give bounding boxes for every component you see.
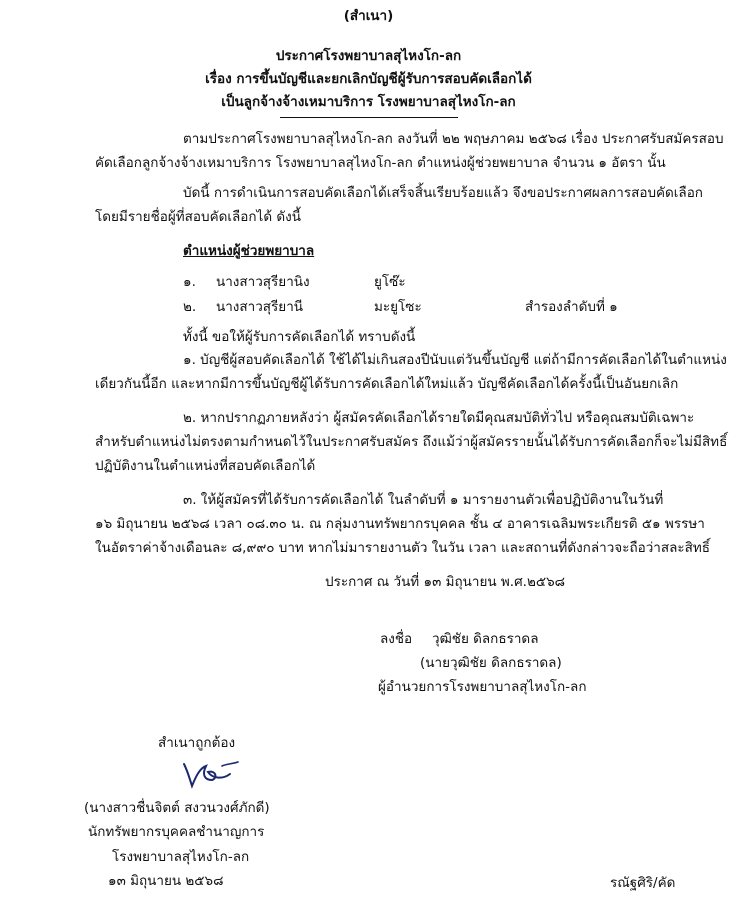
condition-2-line-2: สำหรับตำแหน่งไม่ตรงตามกำหนดไว้ในประกาศรับสมัคร ถึงแม้ว่าผู้สมัครรายนั้นได้รับการคัดเลือกก็จะไม่มีสิทธิ์ xyxy=(95,434,728,450)
certifier-name: (นางสาวชื่นจิตต์ สงวนวงศ์ภักดี) xyxy=(84,800,270,816)
certified-date: ๑๓ มิถุนายน ๒๕๖๘ xyxy=(108,873,224,889)
position-title: ตำแหน่งผู้ช่วยพยาบาล xyxy=(183,243,315,259)
conditions-intro: ทั้งนี้ ขอให้ผู้รับการคัดเลือกได้ ทราบดังนี้ xyxy=(183,329,416,345)
certifier-org: โรงพยาบาลสุไหงโก-ลก xyxy=(112,849,250,865)
condition-3-line-2: ๑๖ มิถุนายน ๒๕๖๘ เวลา ๐๘.๓๐ น. ณ กลุ่มงานทรัพยากรบุคคล ชั้น ๔ อาคารเฉลิมพระเกียรติ ๕๑ พรรษา xyxy=(95,516,705,532)
header-subject-cont: เป็นลูกจ้างจ้างเหมาบริการ โรงพยาบาลสุไหงโก-ลก xyxy=(221,94,516,110)
candidate-number: ๒. xyxy=(183,299,197,315)
candidate-name: นางสาวสุรียานี xyxy=(216,299,304,315)
condition-2-line-1: ๒. หากปรากฏภายหลังว่า ผู้สมัครคัดเลือกได้รายใดมีคุณสมบัติทั่วไป หรือคุณสมบัติเฉพาะ xyxy=(183,410,695,426)
sign-label: ลงชื่อ xyxy=(380,631,413,647)
candidate-surname: ยูโซ๊ะ xyxy=(374,274,406,290)
condition-1-line-2: เดียวกันนี้อีก และหากมีการขึ้นบัญชีผู้ได้รับการคัดเลือกได้ใหม่แล้ว บัญชีคัดเลือกได้ครั้งนี้เป็นอันยกเลิก xyxy=(95,376,679,392)
handwritten-signature xyxy=(178,758,244,790)
copy-mark: (สำเนา) xyxy=(343,8,394,24)
candidate-surname: มะยูโซะ xyxy=(374,299,422,315)
candidate-note: สำรองลำดับที่ ๑ xyxy=(525,299,618,315)
header-subject: เรื่อง การขึ้นบัญชีและยกเลิกบัญชีผู้รับการสอบคัดเลือกได้ xyxy=(205,71,532,87)
candidate-number: ๑. xyxy=(183,274,196,290)
signer-title: ผู้อำนวยการโรงพยาบาลสุไหงโก-ลก xyxy=(378,679,587,695)
signer-name: วุฒิชัย ดิลกธราดล xyxy=(432,631,539,647)
intro-line-2: คัดเลือกลูกจ้างจ้างเหมาบริการ โรงพยาบาลสุไหงโก-ลก ตำแหน่งผู้ช่วยพยาบาล จำนวน ๑ อัตรา นั้น xyxy=(95,155,666,171)
certifier-title: นักทรัพยากรบุคคลชำนาญการ xyxy=(88,824,265,840)
header-divider xyxy=(280,117,458,118)
footer-code: รณัฐศิริ/คัด xyxy=(610,875,676,891)
intro-line-1: ตามประกาศโรงพยาบาลสุไหงโก-ลก ลงวันที่ ๒๒ พฤษภาคม ๒๕๖๘ เรื่อง ประกาศรับสมัครสอบ xyxy=(183,131,724,147)
result-line-2: โดยมีรายชื่อผู้ที่สอบคัดเลือกได้ ดังนี้ xyxy=(95,209,301,225)
certified-label: สำเนาถูกต้อง xyxy=(158,735,236,751)
signer-fullname: (นายวุฒิชัย ดิลกธราดล) xyxy=(420,655,562,671)
announce-date: ประกาศ ณ วันที่ ๑๓ มิถุนายน พ.ศ.๒๕๖๘ xyxy=(325,574,566,590)
candidate-name: นางสาวสุรียานิง xyxy=(216,274,310,290)
condition-3-line-1: ๓. ให้ผู้สมัครที่ได้รับการคัดเลือกได้ ในลำดับที่ ๑ มารายงานตัวเพื่อปฏิบัติงานในวันที่ xyxy=(183,492,664,508)
result-line-1: บัดนี้ การดำเนินการสอบคัดเลือกได้เสร็จสิ้นเรียบร้อยแล้ว จึงขอประกาศผลการสอบคัดเลือก xyxy=(183,185,703,201)
condition-1-line-1: ๑. บัญชีผู้สอบคัดเลือกได้ ใช้ได้ไม่เกินสองปีนับแต่วันขึ้นบัญชี แต่ถ้ามีการคัดเลือกได้ในตำแหน่ง xyxy=(183,352,727,368)
condition-2-line-3: ปฏิบัติงานในตำแหน่งที่สอบคัดเลือกได้ xyxy=(95,458,316,474)
condition-3-line-3: ในอัตราค่าจ้างเดือนละ ๘,๙๙๐ บาท หากไม่มารายงานตัว ในวัน เวลา และสถานที่ดังกล่าวจะถือว่าสละสิทธิ์ xyxy=(95,540,711,556)
header-title: ประกาศโรงพยาบาลสุไหงโก-ลก xyxy=(275,48,462,64)
